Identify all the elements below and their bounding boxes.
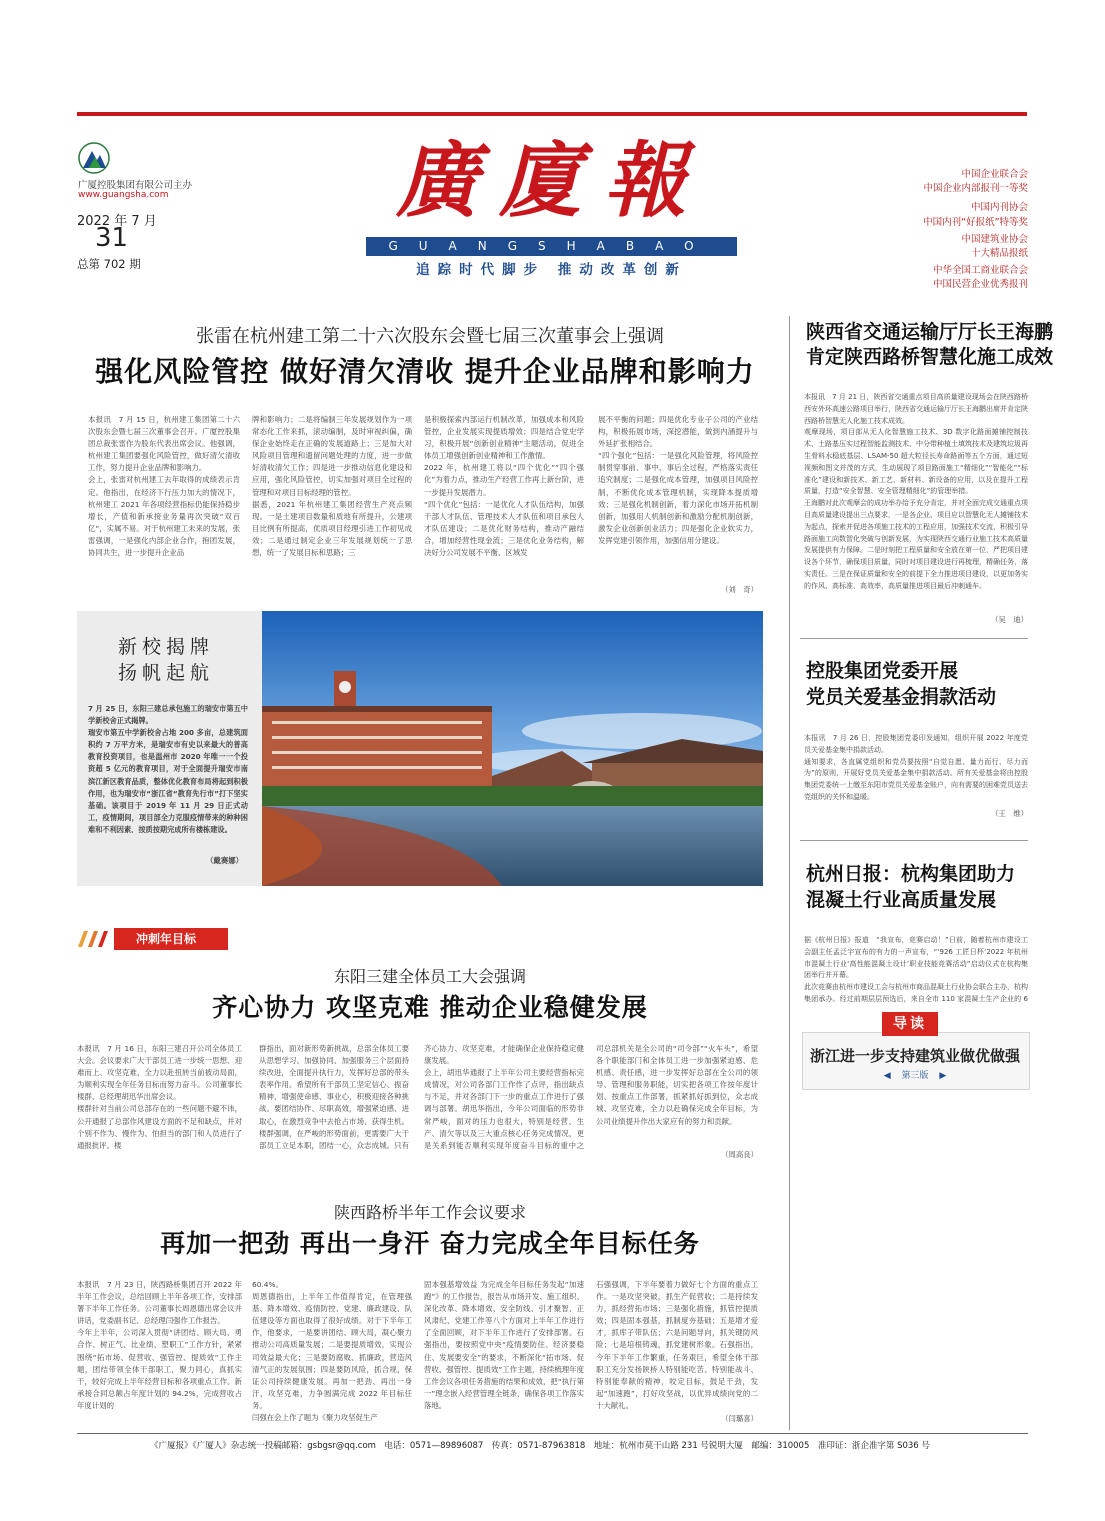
prev-arrow-icon: ◀ (883, 1071, 891, 1081)
photo-caption: 7 月 25 日，东阳三建总承包施工的瑞安市第五中学新校舍正式揭牌。 瑞安市第五中学新校舍占地 200 多亩，总建筑面积约 7 万平方米，是瑞安市有史以来最大的普高教育投资项目，也是温州市 2020 年唯一一个投资超 5 亿元的教育项目，对于全面提升瑞安市南滨江新区教育品质，整体优化教育布局将起到积极作用，也为瑞安市“浙江省“教育先行市”打下坚实基础。该项目于 2019 年 11 月 29 日正式动工，疫情期间，项目部全力克服疫情带来的种种困难和不利因素，按质按期完成所有楼栋建设。 (88, 704, 248, 833)
award-line: 中国企业内部报刊一等奖 (923, 183, 1028, 195)
story2-column: 本报讯 7 月 16 日，东阳三建召开公司全体员工大会。会议要求广大干部员工进一步统一思想、迎难而上、攻坚克难，全力以赴扭转当前被动局面，为顺利实现全年任务目标而努力奋斗。公司董事长楼群、总经理胡迅华出席会议。 楼群针对当前公司总部存在的一些问题不避不讳，公开通报了总部作风建设方面的不足和缺点，并对个别不作为、慢作为、怕担当的部门和人员进行了通报批评。楼 (77, 1044, 242, 1150)
school-campus-photo (262, 611, 763, 886)
sidebar-rule (800, 840, 1028, 841)
side1-title: 肯定陕西路桥智慧化施工成效 (806, 346, 1054, 368)
guangsha-logo-icon (78, 142, 110, 174)
story3-column: 石强强调，下半年要着力做好七个方面的重点工作。一是攻坚突破，抓生产促营收；二是持续发力，抓经营拓市场；三是强化措施，抓管控提质效；四是固本强基，抓制度夯基础；五是增才爱才，抓库子带队伍；六是问题导向，抓关键防风险；七是培根铸魂，抓党建树形象。石强指出，今年下半年工作繁重，任务艰巨，希望全体干部职工充分发扬陕桥人特别能吃苦、特别能战斗、特别能奉献的精神，咬定目标，鼓足干劲，发起“加速跑”，打好攻坚战，以优异成绩向党的二十大献礼。 (596, 1280, 758, 1410)
story2-column: 群指出，面对新形势新挑战，总部全体员工要从思想学习、加强协同、加强服务三个层面持续改进，全面提升执行力，发挥好总部的带头表率作用。希望所有干部员工坚定信心、振奋精神，增强使命感、事业心，积极迎接各种挑战。要团结协作、尽职高效，增强紧迫感、进取心，在激烈竞争中去抢占市场、获得生机。楼群强调，在严峻的形势面前，更需要广大干部员工立足本职，团结一心，众志成城。只有 (259, 1044, 409, 1150)
story3-column: 60.4%。 周恩德指出，上半年工作值得肯定，在管理强基、降本增效、疫情防控、党建、廉政建设、队伍建设等方面也取得了很好成绩。对于下半年工作，他要求，一是要讲团结、顾大局，凝心聚力推动公司高质量发展；二是要提质增效，实现公司效益最大化；三是要防腐败、抓廉政，营造风清气正的发展氛围；四是要防风险，抓合规，保证公司持续健康发展。再加一把劲、再出一身汗，攻坚克难，力争圆满完成 2022 年目标任务。 闫强在会上作了题为《聚力攻坚促生产 (252, 1280, 412, 1423)
issue-date: 2022 年 7 月 (77, 214, 157, 229)
story3-column: 固本强基增效益 为完成全年目标任务发起“加速跑”》的工作报告，报告从市场开发、施工组织、深化改革、降本增效、安全防线、引才聚智、正风肃纪、党建工作等八个方面对上半年工作进行了全面回顾，对下半年工作进行了安排部署。石强指出，要按照党中央“疫情要防住、经济要稳住、发展要安全”的要求，不断深化“拓市场、促营收、强管控、提质效”工作主题，持续梳理年度工作会议各项任务措施的结果和成效，把“执行第一”理念嵌入经营管理全链条，确保各项工作落实落地。 (424, 1280, 584, 1410)
story3-title: 再加一把劲 再出一身汗 奋力完成全年目标任务 (160, 1229, 700, 1258)
side2-title: 党员关爱基金捐款活动 (806, 686, 997, 708)
story2-column: 齐心协力、攻坚克难，才能确保企业保持稳定健康发展。 会上，胡迅华通报了上半年公司主要经营指标完成情况，对公司各部门工作作了点评，指出缺点与不足，并对各部门下一步的重点工作进行了强调与部署。胡迅华指出，今年公司面临的形势非常严峻，面对的压力也很大，特别是经营、生产、清欠等以及三大重点核心任务完成情况，更是关系到能否顺利实现年度奋斗目标的重中之 (424, 1044, 584, 1150)
story3-byline: （闫璐喜） (721, 1414, 758, 1423)
sidebar-rule (800, 638, 1028, 639)
masthead-slogan: 追踪时代脚步 推动改革创新 (416, 262, 687, 278)
photo-title: 新校揭牌 (118, 636, 215, 658)
award-line: 中华全国工商业联合会 (932, 265, 1028, 277)
story2-title: 齐心协力 攻坚克难 推动企业稳健发展 (212, 993, 648, 1022)
lead-subtitle: 张雷在杭州建工第二十六次股东会暨七届三次董事会上强调 (196, 326, 664, 347)
footer-rule (77, 1433, 1028, 1434)
award-line: 中国建筑业协会 (961, 233, 1028, 245)
top-rule (77, 112, 1027, 116)
side3-title: 杭州日报：杭构集团助力 (806, 863, 1016, 885)
next-arrow-icon: ▶ (939, 1071, 947, 1081)
title-pinyin: GUANGSHABAO (366, 237, 737, 256)
award-line: 中国内刊“好报纸”特等奖 (923, 216, 1028, 228)
story2-subtitle: 东阳三建全体员工大会强调 (333, 967, 526, 986)
side3-title: 混凝土行业高质量发展 (806, 889, 997, 911)
photo-byline: （戴赛娜） (206, 856, 243, 865)
side1-byline: （吴 迪） (991, 615, 1028, 624)
side2-title: 控股集团党委开展 (806, 660, 959, 682)
guide-tag: 导读 (882, 1012, 938, 1036)
guide-page-ref: 第三版 (901, 1071, 929, 1081)
side1-body: 本报讯 7 月 21 日，陕西省交通重点项目高质量建设现场会在陕西路桥西安外环高速公路项目举行，陕西省交通运输厅厅长王海鹏出席并肯定陕西路桥智慧无人化施工技术成效。 观摩现场，项目部从无人化智慧施工技术、3D 数字化路面摊铺控制技术、土路基压实过程智能监测技术、中分带种植土填筑技术及建筑垃圾再生骨料水稳底基层、LSAM-50 超大粒径长寿命路面等五个方面，通过短视频和图文并茂的方式，生动展现了项目路面施工“精细化”“智能化”“标准化”建设和新技术、新工艺、新材料、新设备的应用，以及在提升工程质量，打造“安全智慧、安全管理精细化”的管理举措。 王海鹏对此次观摩会的成功举办给予充分肯定，并对全面完成交通重点项目高质量建设提出三点要求，一是各企业、项目应以智慧化无人摊铺技术为起点，探索并促进各项施工技术的工程应用，加强技术交流，积极引导路面施工向数智化突破与创新发展，为实现陕西交通行业施工技术高质量发展提供有力保障。二是时刻把工程质量和安全放在第一位，严把项目建设各个环节，确保项目质量，同时对项目建设进行再梳理，精确任务，落实责任。三是在保证质量和安全的前提下全力推进项目建设，以更加务实的作风、高标准、高效率，高质量推进项目最后冲刺通车。 (804, 393, 1028, 590)
photo-title: 扬帆起航 (118, 662, 215, 684)
sidebar-divider (789, 316, 790, 1430)
lead-byline: （刘 奇） (721, 585, 758, 594)
section-tag: 冲刺年目标 (114, 928, 228, 950)
newspaper-title: 廣廈報 (396, 133, 708, 229)
story2-column: 司总部机关是全公司的“司令部”“火车头”，希望各个职能部门和全体员工进一步加强紧迫感、危机感、责任感，进一步发挥好总部在全公司的领导、管理和服务职能，切实把各项工作按年度计划、按重点工作部署，抓紧抓好抓到位，众志成城、攻坚克难，全力以赴确保完成全年目标，为公司业绩提升作出大家应有的努力和贡献。 (596, 1044, 758, 1126)
side1-title: 陕西省交通运输厅厅长王海鹏 (806, 321, 1054, 343)
award-line: 中国内刊协会 (970, 202, 1028, 214)
lead-column: 是积极探索内部运行机制改革，加强成本和风险管控，企业发展实现提质增效；四是结合党史学习，积极开展“创新创业精神”主题活动，促进全体员工增强创新创业精神和工作激情。 2022 年，杭州建工将以“四个优化”“四个强化”为着力点，推动生产经营工作再上新台阶，进一步提升发展潜力。 “四个优化”包括：一是优化人才队伍结构，加强干部人才队伍、管理技术人才队伍和项目承包人才队伍建设；二是优化财务结构，推动产融结合，增加经营性现金流；三是优化业务结构，解决好分公司发展不平衡、区域发 (424, 415, 584, 558)
lead-column: 本报讯 7 月 15 日，杭州建工集团第二十六次股东会暨七届三次董事会召开。广厦控股集团总裁张雷作为股东代表出席会议。他强调，杭州建工集团要强化风险管控，做好清欠清收工作，努力提升企业品牌和影响力。 会上，张雷对杭州建工去年取得的成绩表示肯定。他指出，在经济下行压力加大的情况下，杭州建工 2021 年各项经营指标仍能保持稳步增长，产值和新承接业务量再次突破“双百亿”，实属不易。对于杭州建工未来的发展，张雷强调，一是强化内部企业合作，抱团发展，协同共生，进一步提升企业品 (88, 415, 240, 558)
side3-body: 据《杭州日报》报道 “我宣布，竞赛启动！”日前，随着杭州市建设工会副主任孟泛宇宣布的有力的一声宣布，“‘926 工匠日杯’2022 年杭州市混凝土行业‘高性能混凝土设计’职业技能竞赛活动”启动仪式在杭构集团举行并开幕。 此次竞赛由杭州市建设工会与杭州市商品混凝土行业协会联合主办，杭构集团承办。经过前期层层预选后，来自全市 110 家混凝土生产企业的 6 (804, 936, 1028, 1003)
story3-subtitle: 陕西路桥半年工作会议要求 (333, 1203, 526, 1222)
issue-day: 31 (95, 223, 129, 253)
guide-headline[interactable]: 浙江进一步支持建筑业做优做强 (809, 1047, 1020, 1065)
side2-body: 本报讯 7 月 26 日，控股集团党委印发通知，组织开展 2022 年度党员关爱基金集中捐款活动。 通知要求，各直属党组织和党员要按照“自觉自愿、量力而行、尽力而为”的原则，开展好党员关爱基金集中捐款活动。所有关爱基金将由控股集团党委统一上缴至东阳市党员关爱基金账户，向有需要的困难党员送去党组织的关怀和温暖。 (804, 734, 1028, 801)
award-line: 中国企业联合会 (961, 169, 1028, 180)
lead-column: 牌和影响力；二是将编制三年发展规划作为一项常态化工作来抓，滚动编制，及时审视纠偏，确保企业始终走在正确的发展道路上；三是加大对风险项目管理和遗留问题处理的力度，进一步做好清收清欠工作；四是进一步推动信息化建设和应用，强化风险管控，切实加强对项目全过程的管理和对项目目标经理的管控。 据悉，2021 年杭州建工集团经营生产亮点频现。一是土建项目数量和质地有所提升，公建项目比例有所提高，优质项目经理引进工作初见成效；二是通过制定企业三年发展规划统一了思想，统一了发展目标和思路；三 (252, 415, 412, 558)
awards-list (880, 168, 1028, 293)
award-line: 十大精品报纸 (970, 248, 1028, 260)
issue-number: 总第 702 期 (77, 257, 141, 271)
publisher-line: 广厦控股集团有限公司主办 (78, 180, 193, 191)
guide-page-ref-row[interactable] (808, 1068, 1022, 1081)
side2-byline: （王 维） (991, 809, 1028, 818)
lead-title: 强化风险管控 做好清欠清收 提升企业品牌和影响力 (95, 355, 755, 388)
publisher-url[interactable]: www.guangsha.com (78, 190, 169, 200)
footer-info: 《广厦报》《广厦人》杂志统一投稿邮箱：gsbgsr@qq.com 电话：0571—89896087 传真：0571-87963818 地址：杭州市莫干山路 231 号锐明大厦 邮编：310005 准印证：浙企准字第 S036 号 (150, 1441, 930, 1451)
award-line: 中国民营企业优秀报刊 (932, 279, 1028, 291)
section-tag-stripes (78, 931, 116, 947)
story2-byline: （周高良） (721, 1150, 758, 1159)
story3-column: 本报讯 7 月 23 日，陕西路桥集团召开 2022 年半年工作会议，总结回顾上半年各项工作，安排部署下半年工作任务。公司董事长周恩德出席会议并讲话，党委副书记、总经理闫强作工作报告。 今年上半年，公司深入贯彻“讲团结、顾大局、勇合作、树正气、比业绩、塑职工”工作方针，紧紧围绕“拓市场、促营收、强管控、提质效”工作主题，团结带领全体干部职工，聚力同心，真抓实干，较好完成上半年经营目标和各项重点工作。新承接合同总额占年度计划的 94.2%，完成营收占年度计划的 (77, 1280, 242, 1410)
lead-column: 展不平衡的问题；四是优化专业子公司的产业结构，积极拓展市场，深挖潜能，做到内涵提升与外延扩张相结合。 “四个强化”包括：一是强化风险管理，将风险控制贯穿事前、事中、事后全过程，严格落实责任追究制度；二是强化成本管理，加强项目风险控制，不断优化成本管理机制，实现降本提质增效；三是强化机制创新，着力深化市场开拓机制创新，加强用人机制创新和激励分配机制创新，激发企业创新创业活力；四是强化企业软实力，发挥党建引领作用，加强信用分建设。 (598, 415, 758, 545)
